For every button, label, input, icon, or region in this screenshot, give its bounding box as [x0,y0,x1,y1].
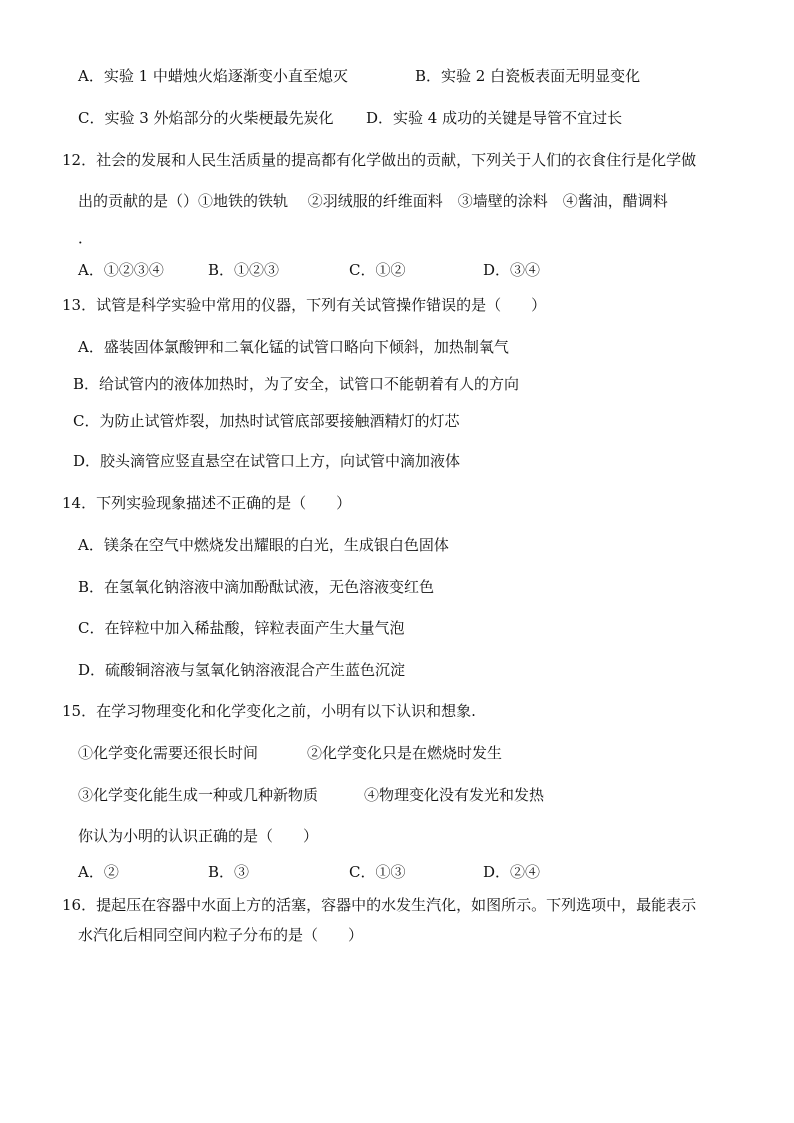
q15-option-d: D．②④ [483,863,541,881]
q12-stem-line1: 12．社会的发展和人民生活质量的提高都有化学做出的贡献，下列关于人们的衣食住行是化学做 [62,151,697,169]
q13-option-b: B．给试管内的液体加热时，为了安全，试管口不能朝着有人的方向 [73,375,520,393]
q15-statement-3: ③化学变化能生成一种或几种新物质 [78,786,319,804]
q12-option-d: D．③④ [483,261,541,279]
q15-option-a: A．② [78,863,119,881]
q12-stem-line2: 出的贡献的是（）①地铁的铁轨 ②羽绒服的纤维面料 ③墙壁的涂料 ④酱油，醋调料 [78,192,668,210]
q11-option-d: D．实验 4 成功的关键是导管不宜过长 [366,109,623,127]
q16-stem-line1: 16．提起压在容器中水面上方的活塞，容器中的水发生汽化，如图所示。下列选项中，最能表示 [62,896,697,914]
q11-option-c: C．实验 3 外焰部分的火柴梗最先炭化 [78,109,334,127]
q14-option-d: D．硫酸铜溶液与氢氧化钠溶液混合产生蓝色沉淀 [78,661,406,679]
q11-option-a: A．实验 1 中蜡烛火焰逐渐变小直至熄灭 [78,67,348,85]
q14-option-a: A．镁条在空气中燃烧发出耀眼的白光，生成银白色固体 [78,536,449,554]
q12-option-a: A．①②③④ [78,261,164,279]
q14-option-b: B．在氢氧化钠溶液中滴加酚酞试液，无色溶液变红色 [78,578,435,596]
q16-stem-line2: 水汽化后相同空间内粒子分布的是（ ） [78,926,364,944]
q15-ask: 你认为小明的认识正确的是（ ） [78,827,319,845]
q15-stem: 15．在学习物理变化和化学变化之前，小明有以下认识和想象. [62,702,476,720]
q15-option-c: C．①③ [349,863,406,881]
q13-stem: 13．试管是科学实验中常用的仪器，下列有关试管操作错误的是（ ） [62,296,547,314]
q13-option-d: D．胶头滴管应竖直悬空在试管口上方，向试管中滴加液体 [73,452,461,470]
q13-option-c: C．为防止试管炸裂，加热时试管底部要接触酒精灯的灯芯 [73,412,460,430]
q13-option-a: A．盛装固体氯酸钾和二氧化锰的试管口略向下倾斜，加热制氧气 [78,338,509,356]
q12-stem-line3: ． [78,229,94,247]
q12-option-c: C．①② [349,261,406,279]
q15-statement-1: ①化学变化需要还很长时间 [78,744,259,762]
q14-stem: 14．下列实验现象描述不正确的是（ ） [62,494,352,512]
q15-statement-2: ②化学变化只是在燃烧时发生 [307,744,503,762]
q14-option-c: C．在锌粒中加入稀盐酸，锌粒表面产生大量气泡 [78,619,405,637]
q11-option-b: B．实验 2 白瓷板表面无明显变化 [415,67,641,85]
q15-statement-4: ④物理变化没有发光和发热 [364,786,545,804]
q12-option-b: B．①②③ [208,261,280,279]
q15-option-b: B．③ [208,863,250,881]
